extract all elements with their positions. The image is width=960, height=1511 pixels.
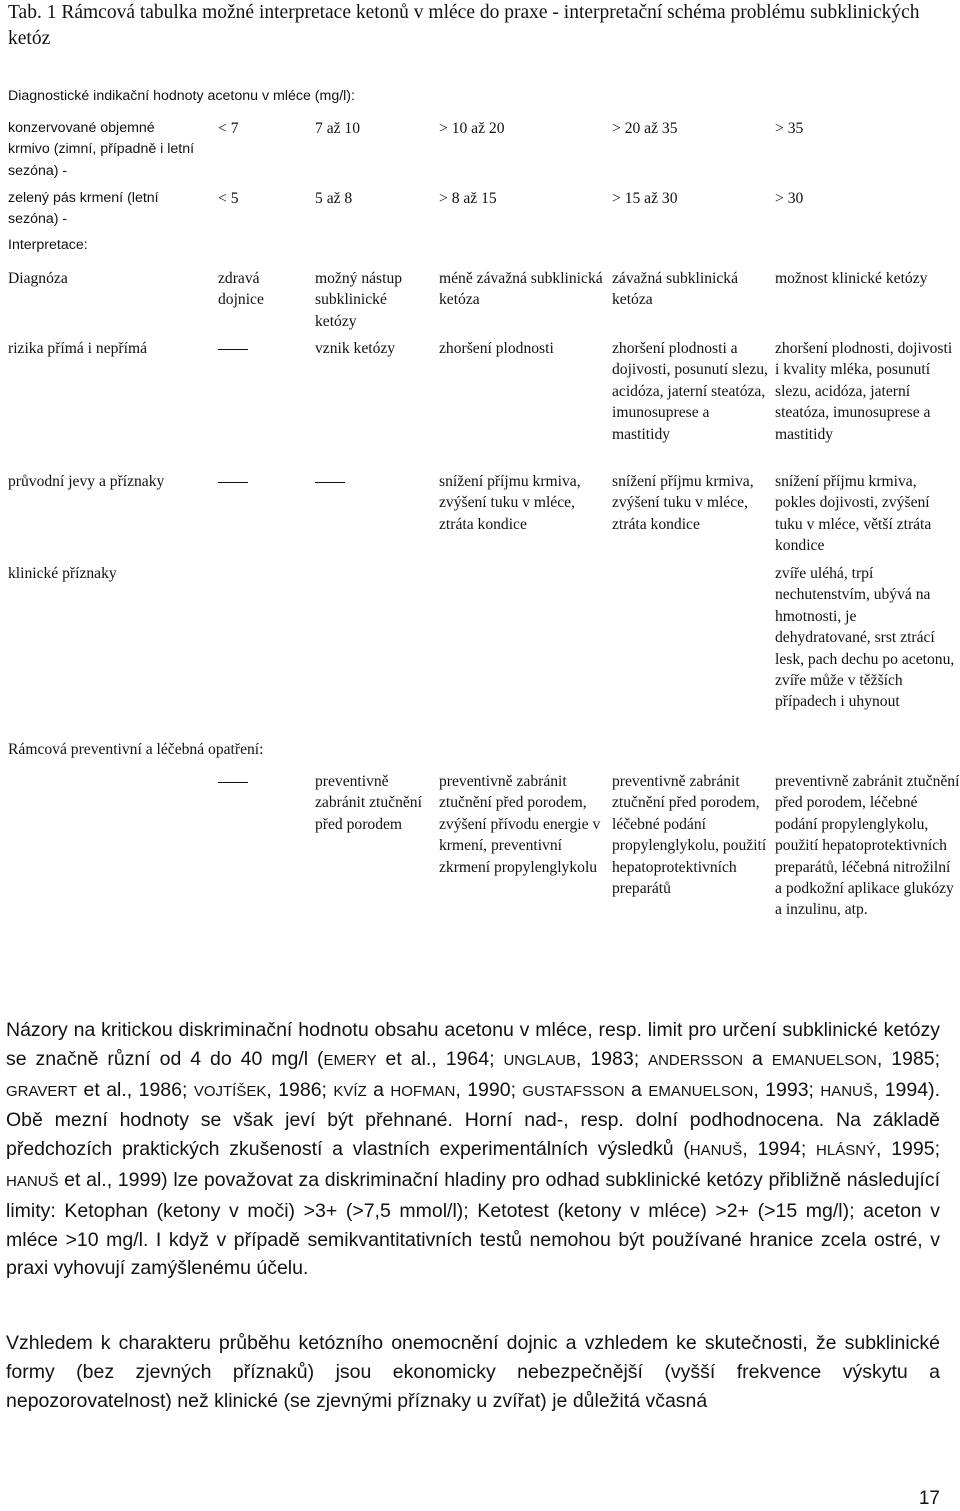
diag-c4: závažná subklinická ketóza [612,270,738,309]
interpretace-label: Interpretace: [8,237,88,253]
diag-heading: Diagnostické indikační hodnoty acetonu v mléce (mg/l): [8,88,355,104]
row-label-konzervovane: konzervované objemné krmivo (zimní, případně i letní sezóna) - [8,120,195,179]
pruvodni-c2-dash [315,471,345,492]
rizika-c1-dash [218,338,248,359]
rizika-c4: zhoršení plodnosti a dojivosti, posunutí slezu, acidóza, jaterní steatóza, imunosuprese a mastitidy [612,340,768,443]
pruvodni-c4: snížení příjmu krmiva, zvýšení tuku v mléce, ztráta kondice [612,473,754,533]
ramcova-c2: preventivně zabránit ztučnění před porodem [315,773,422,833]
pruvodni-c5: snížení příjmu krmiva, pokles dojivosti, zvýšení tuku v mléce, větší ztráta kondice [775,473,932,555]
konz-c3: > 10 až 20 [439,120,505,137]
row-label-zeleny-pas: zelený pás krmení (letní sezóna) - [8,190,159,228]
row-label-klinicke: klinické příznaky [8,565,117,582]
table-caption: Tab. 1 Rámcová tabulka možné interpretace ketonů v mléce do praxe - interpretační schéma problému subklinických ketóz [8,2,920,49]
rizika-c5: zhoršení plodnosti, dojivosti i kvality mléka, posunutí slezu, acidóza, jaterní steatóza, imunosuprese a mastitidy [775,340,953,443]
diag-c1: zdravá dojnice [218,270,264,309]
diag-c2: možný nástup subklinické ketózy [315,270,403,330]
pruvodni-c3: snížení příjmu krmiva, zvýšení tuku v mléce, ztráta kondice [439,473,581,533]
ramcova-c5: preventivně zabránit ztučnění před porodem, léčebné podání propylenglykolu, použití hepatoprotektivních preparátů, léčebná nitrožilní a podkožní aplikace glukózy a inzulinu, atp. [775,773,960,919]
ramcova-c3: preventivně zabránit ztučnění před porodem, zvýšení přívodu energie v krmení, preventivní zkrmení propylenglykolu [439,773,601,876]
ramcova-c4: preventivně zabránit ztučnění před porodem, léčebné podání propylenglykolu, použití hepatoprotektivních preparátů [612,773,767,898]
konz-c1: < 7 [218,120,239,137]
diag-c5: možnost klinické ketózy [775,270,928,287]
konz-c4: > 20 až 35 [612,120,678,137]
zel-c4: > 15 až 30 [612,190,678,207]
ramcova-c1-dash [218,771,248,792]
paragraph-2: Vzhledem k charakteru průběhu ketózního onemocnění dojnic a vzhledem ke skutečnosti, že subklinické formy (bez zjevných příznaků) jsou ekonomicky nebezpečnější (vyšší frekvence výskytu a nepozorovatelnost) než klinické (se zjevnými příznaky u zvířat) je důležitá včasná [6,1332,940,1412]
rizika-c3: zhoršení plodnosti [439,340,554,357]
klinicke-c5: zvíře uléhá, trpí nechutenstvím, ubývá na hmotnosti, je dehydratované, srst ztrácí lesk, pach dechu po acetonu, zvíře může v těžších případech i uhynout [775,565,955,711]
rizika-c2: vznik ketózy [315,340,396,357]
row-label-rizika: rizika přímá i nepřímá [8,340,147,357]
paragraph-1: Názory na kritickou diskriminační hodnotu obsahu acetonu v mléce, resp. limit pro určení subklinické ketózy se značně různí od 4 do 40 mg/l (EMERY et al., 1964; UNGLAUB, 1983; ANDERSSON a EMANUELSON, 1985; GRAVERT et al., 1986; VOJTÍŠEK, 1986; KVÍZ a HOFMAN, 1990; GUSTAFSSON a EMANUELSON, 1993; HANUŠ, 1994). Obě mezní hodnoty se však jeví být přehnané. Horní nad-, resp. dolní podhodnocena. Na základě předchozích praktických zkušeností a vlastních experimentálních výsledků (HANUŠ, 1994; HLÁSNÝ, 1995; HANUŠ et al., 1999) lze považovat za diskriminační hladiny pro odhad subklinické ketózy přibližně následující limity: Ketophan (ketony v moči) >3+ (>7,5 mmol/l); Ketotest (ketony v mléce) >2+ (>15 mg/l); aceton v mléce >10 mg/l. I když v případě semikvantitativních testů nemohou být používané hranice zcela ostré, v praxi vyhovují zamýšlenému účelu. [6,1019,941,1280]
konz-c2: 7 až 10 [315,120,361,137]
pruvodni-c1-dash [218,471,248,492]
row-label-ramcova: Rámcová preventivní a léčebná opatření: [8,741,264,758]
zel-c2: 5 až 8 [315,190,353,207]
row-label-pruvodni: průvodní jevy a příznaky [8,473,165,490]
zel-c1: < 5 [218,190,239,207]
row-label-diagnoza: Diagnóza [8,270,68,287]
konz-c5: > 35 [775,120,804,137]
page-number: 17 [918,1488,940,1509]
zel-c3: > 8 až 15 [439,190,497,207]
diag-c3: méně závažná subklinická ketóza [439,270,603,309]
zel-c5: > 30 [775,190,804,207]
